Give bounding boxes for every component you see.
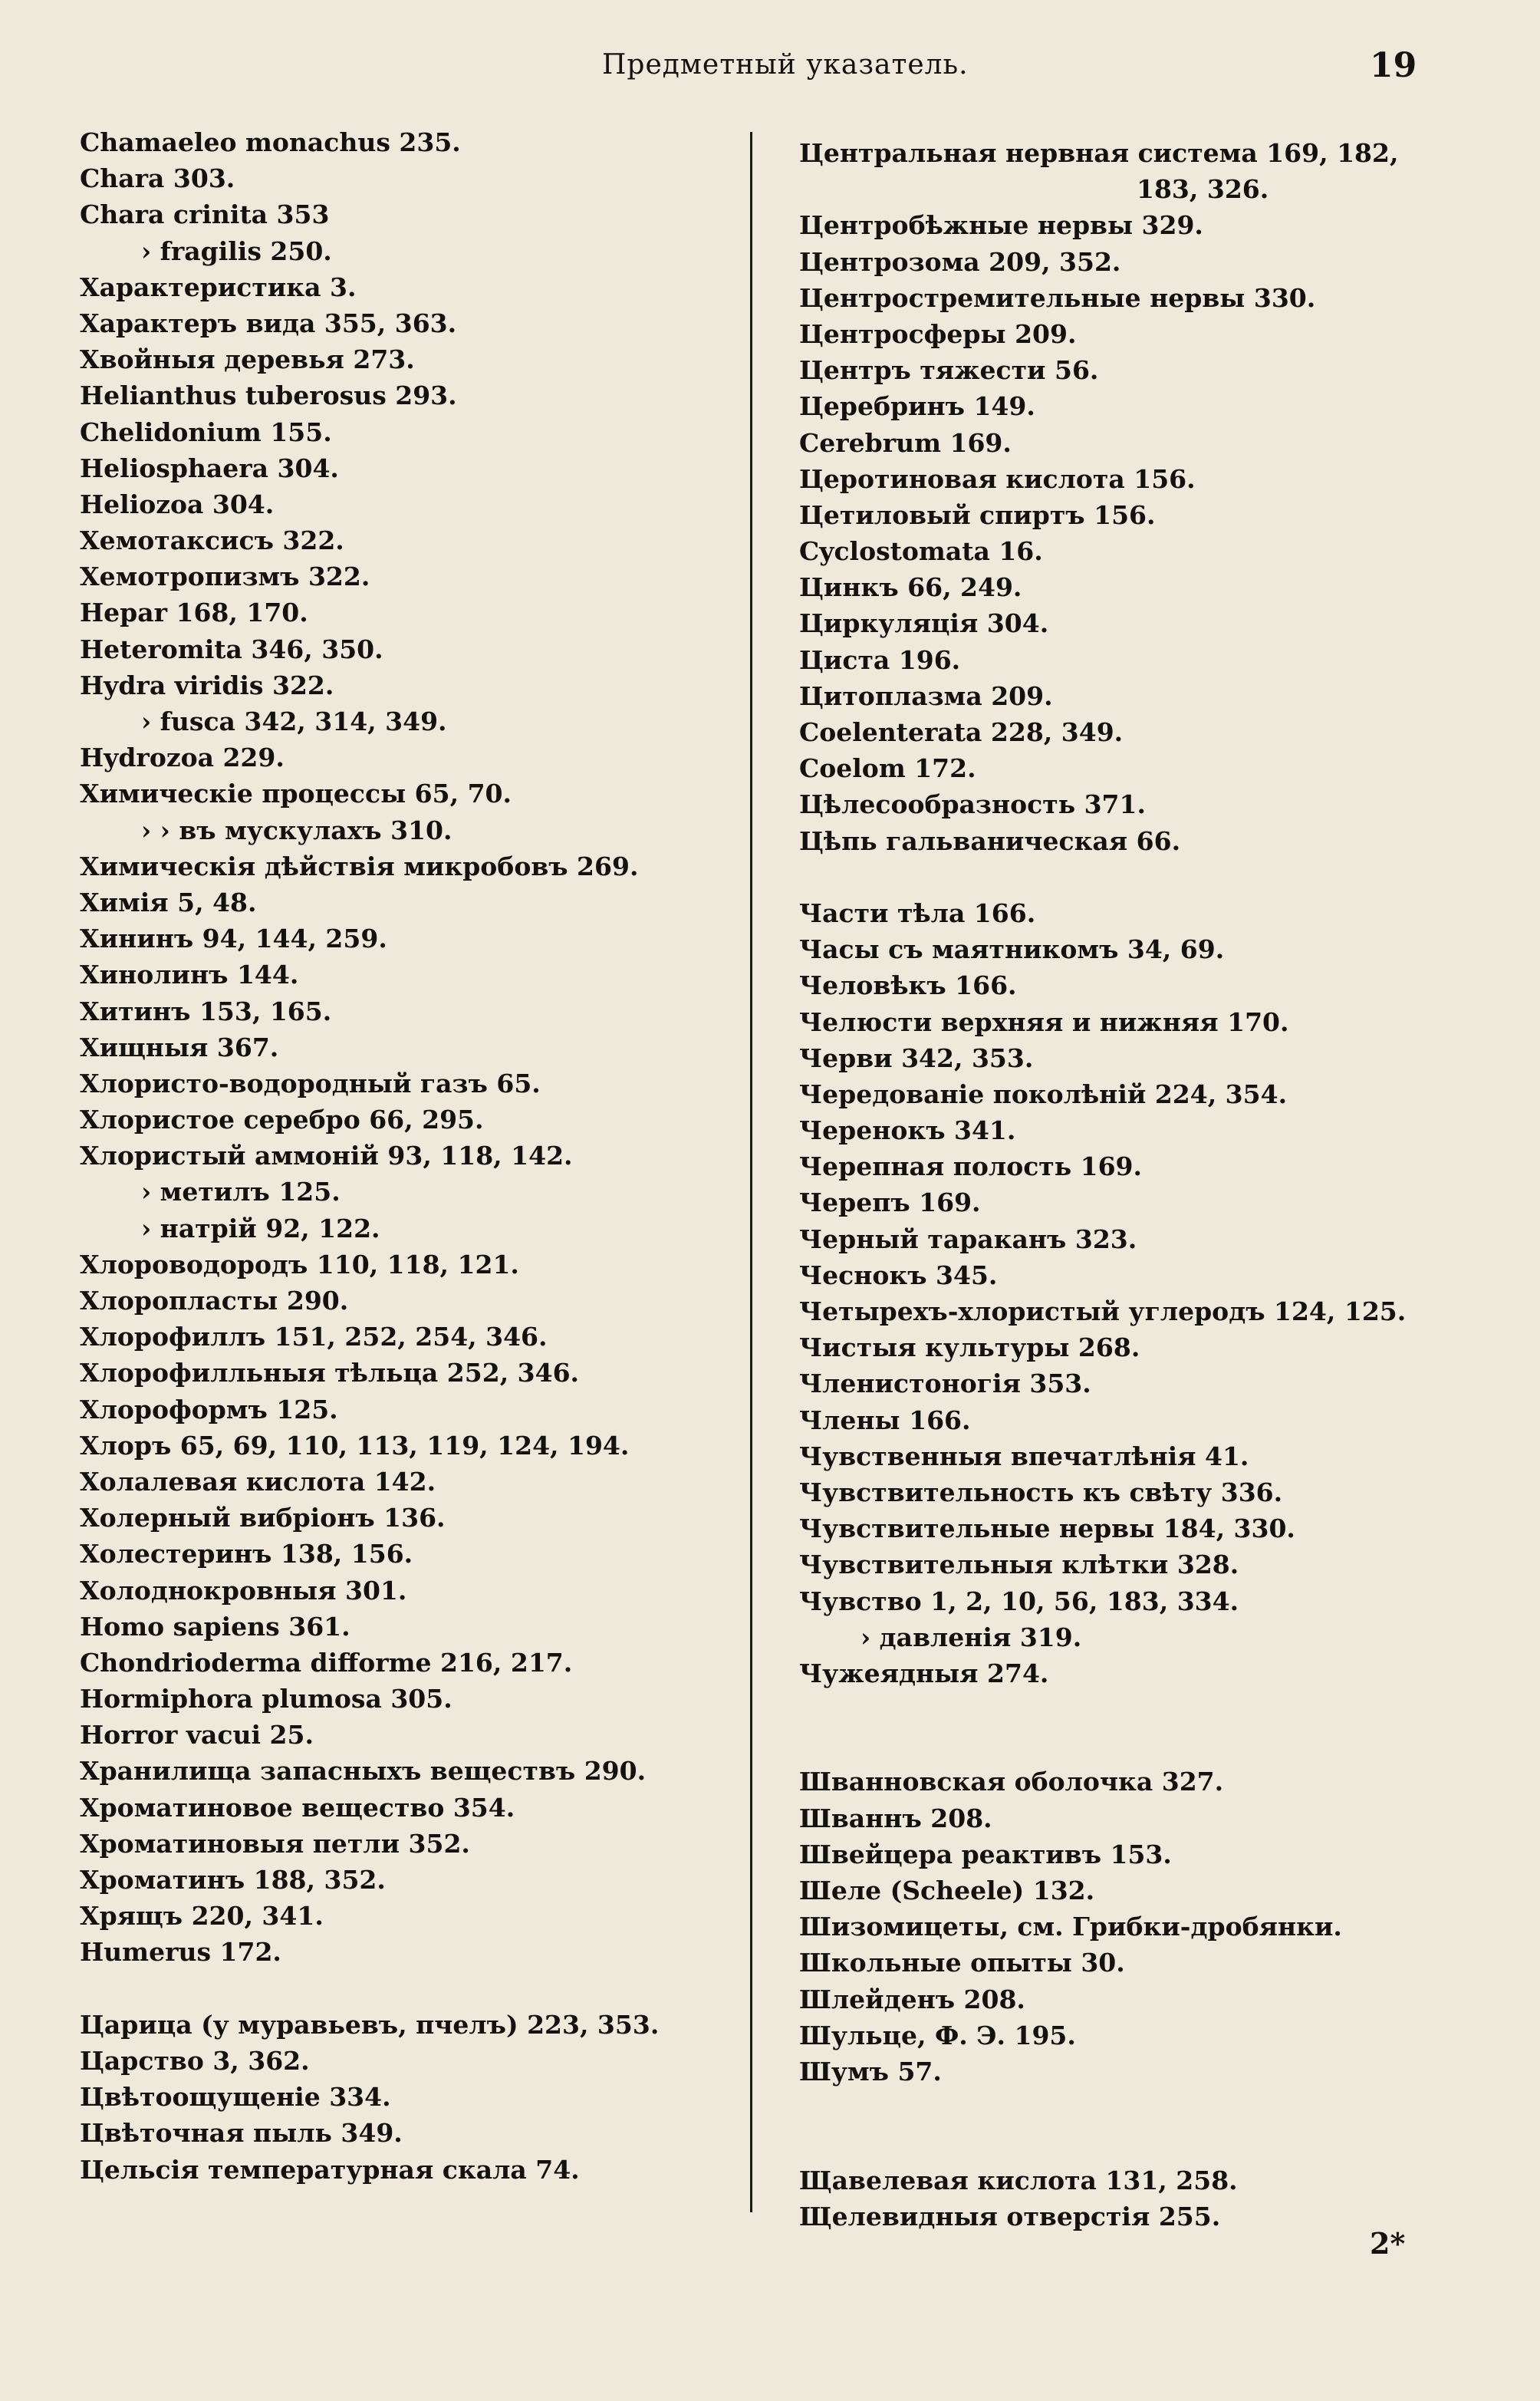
index-entry: Черный тараканъ 323. bbox=[799, 1224, 1137, 1254]
blank-line bbox=[799, 859, 1474, 895]
index-entry: Центрозома 209, 352. bbox=[799, 246, 1121, 277]
index-entry: Химія 5, 48. bbox=[80, 887, 257, 917]
index-entry: Чередованіе поколѣній 224, 354. bbox=[799, 1079, 1288, 1109]
index-entry: Хроматинъ 188, 352. bbox=[80, 1865, 386, 1895]
index-entry: Hydrozoa 229. bbox=[80, 743, 285, 773]
index-entry: Хлоръ 65, 69, 110, 113, 119, 124, 194. bbox=[80, 1430, 630, 1461]
index-entry: Чувственныя впечатлѣнія 41. bbox=[799, 1441, 1249, 1471]
index-entry: Хинолинъ 144. bbox=[80, 960, 299, 990]
index-entry: Членистоногія 353. bbox=[799, 1368, 1091, 1399]
blank-line bbox=[799, 2126, 1474, 2162]
index-entry: Характеръ вида 355, 363. bbox=[80, 308, 457, 338]
index-entry: Coelom 172. bbox=[799, 753, 976, 784]
index-entry: Хранилища запасныхъ веществъ 290. bbox=[80, 1756, 647, 1787]
index-entry: Цѣлесообразность 371. bbox=[799, 789, 1146, 820]
index-entry: Шумъ 57. bbox=[799, 2056, 942, 2086]
index-entry: Черенокъ 341. bbox=[799, 1115, 1016, 1146]
index-entry: Церебринъ 149. bbox=[799, 391, 1035, 422]
index-entry: Hormiphora plumosa 305. bbox=[80, 1684, 452, 1714]
index-entry: Чувствительные нервы 184, 330. bbox=[799, 1513, 1295, 1544]
index-column-right bbox=[799, 135, 1474, 2235]
index-entry: Холоднокровныя 301. bbox=[80, 1575, 407, 1606]
index-entry: Хемотаксисъ 322. bbox=[80, 525, 344, 556]
index-entry: Coelenterata 228, 349. bbox=[799, 717, 1124, 747]
index-entry: Шеле (Scheele) 132. bbox=[799, 1876, 1095, 1905]
index-entry: Шванновская оболочка 327. bbox=[799, 1767, 1224, 1797]
index-entry: Хитинъ 153, 165. bbox=[80, 996, 332, 1026]
index-entry: Центросферы 209. bbox=[799, 318, 1077, 349]
index-entry: Chondrioderma difforme 216, 217. bbox=[80, 1647, 573, 1678]
blank-line bbox=[80, 1971, 739, 2007]
index-entry: Чувствительность къ свѣту 336. bbox=[799, 1477, 1283, 1507]
index-entry: Horror vacui 25. bbox=[80, 1720, 314, 1751]
index-entry: Цѣпь гальваническая 66. bbox=[799, 825, 1181, 856]
index-entry: Центральная нервная система 169, 182, bbox=[799, 138, 1399, 168]
index-entry: › fragilis 250. bbox=[141, 235, 332, 266]
index-entry: Hepar 168, 170. bbox=[80, 598, 308, 628]
index-entry: Цетиловый спиртъ 156. bbox=[799, 499, 1156, 530]
index-entry: Центробѣжные нервы 329. bbox=[799, 210, 1203, 241]
index-entry: Хроматиновыя петли 352. bbox=[80, 1828, 470, 1859]
index-entry: Черепная полость 169. bbox=[799, 1151, 1142, 1182]
index-entry: Центръ тяжести 56. bbox=[799, 355, 1099, 386]
index-entry: › натрій 92, 122. bbox=[141, 1213, 380, 1243]
index-entry: Хищныя 367. bbox=[80, 1032, 279, 1062]
index-entry: Helianthus tuberosus 293. bbox=[80, 380, 457, 411]
index-entry: Чистыя культуры 268. bbox=[799, 1332, 1140, 1363]
column-divider bbox=[750, 132, 752, 2212]
index-entry: › метилъ 125. bbox=[141, 1177, 341, 1207]
index-entry: Щелевидныя отверстія 255. bbox=[799, 2201, 1221, 2231]
index-entry: Цвѣточная пыль 349. bbox=[80, 2118, 403, 2149]
index-entry: Химическіе процессы 65, 70. bbox=[80, 779, 512, 809]
index-entry: Цинкъ 66, 249. bbox=[799, 572, 1022, 603]
index-entry: Челюсти верхняя и нижняя 170. bbox=[799, 1006, 1289, 1037]
index-entry: Хлористо-водородный газъ 65. bbox=[80, 1068, 541, 1098]
index-entry: Цельсія температурная скала 74. bbox=[80, 2154, 580, 2185]
index-entry: Heliozoa 304. bbox=[80, 489, 275, 519]
index-entry: Холестеринъ 138, 156. bbox=[80, 1539, 413, 1569]
blank-line bbox=[799, 2090, 1474, 2126]
index-entry: Черепъ 169. bbox=[799, 1187, 981, 1218]
index-entry: › давленія 319. bbox=[860, 1622, 1082, 1652]
index-entry: Холалевая кислота 142. bbox=[80, 1466, 436, 1497]
index-entry: › › въ мускулахъ 310. bbox=[141, 815, 452, 845]
index-entry: Церотиновая кислота 156. bbox=[799, 463, 1196, 494]
index-entry: Chara crinita 353 bbox=[80, 199, 330, 230]
index-entry: Heliosphaera 304. bbox=[80, 453, 339, 483]
index-entry: Школьные опыты 30. bbox=[799, 1948, 1125, 1978]
index-entry: Члены 166. bbox=[799, 1405, 971, 1435]
index-entry: Хининъ 94, 144, 259. bbox=[80, 924, 387, 954]
index-entry: Chelidonium 155. bbox=[80, 417, 332, 447]
index-entry: Хлористый аммоній 93, 118, 142. bbox=[80, 1141, 573, 1171]
index-entry: Хлороформъ 125. bbox=[80, 1394, 338, 1424]
index-entry: Хемотропизмъ 322. bbox=[80, 562, 370, 592]
index-entry: Части тѣла 166. bbox=[799, 897, 1036, 928]
index-entry: Homo sapiens 361. bbox=[80, 1611, 350, 1642]
blank-line bbox=[799, 1691, 1474, 1727]
index-column-left bbox=[80, 124, 739, 2188]
running-title: Предметный указатель. bbox=[602, 49, 969, 81]
index-entry: Шизомицеты, см. Грибки-дробянки. bbox=[799, 1912, 1342, 1942]
index-entry: Центростремительные нервы 330. bbox=[799, 282, 1316, 313]
index-entry: Циста 196. bbox=[799, 644, 961, 675]
index-entry: Чувство 1, 2, 10, 56, 183, 334. bbox=[799, 1586, 1239, 1616]
index-entry: 183, 326. bbox=[1137, 174, 1269, 205]
index-entry: Heteromita 346, 350. bbox=[80, 634, 383, 664]
index-entry: Цитоплазма 209. bbox=[799, 680, 1053, 711]
index-entry: Hydra viridis 322. bbox=[80, 670, 334, 700]
index-entry: Царство 3, 362. bbox=[80, 2045, 310, 2076]
index-entry: Характеристика 3. bbox=[80, 272, 357, 302]
index-entry: Хлоропласты 290. bbox=[80, 1286, 349, 1316]
index-entry: Шлейденъ 208. bbox=[799, 1984, 1025, 2014]
index-entry: Хлорофиллъ 151, 252, 254, 346. bbox=[80, 1322, 548, 1352]
index-entry: Часы съ маятникомъ 34, 69. bbox=[799, 934, 1225, 965]
index-entry: Чувствительныя клѣтки 328. bbox=[799, 1550, 1239, 1580]
index-entry: Хвойныя деревья 273. bbox=[80, 344, 415, 375]
index-entry: Химическія дѣйствія микробовъ 269. bbox=[80, 851, 639, 881]
index-entry: Царица (у муравьевъ, пчелъ) 223, 353. bbox=[80, 2009, 660, 2040]
index-entry: Humerus 172. bbox=[80, 1937, 281, 1968]
page-header bbox=[0, 44, 1540, 91]
index-entry: Шульце, Ф. Э. 195. bbox=[799, 2020, 1076, 2050]
index-entry: Холерный вибріонъ 136. bbox=[80, 1503, 446, 1533]
index-entry: Циркуляція 304. bbox=[799, 608, 1049, 639]
index-entry: Хлористое серебро 66, 295. bbox=[80, 1105, 484, 1135]
index-entry: Цвѣтоощущеніе 334. bbox=[80, 2082, 391, 2113]
index-entry: Хроматиновое вещество 354. bbox=[80, 1792, 515, 1823]
index-entry: Chara 303. bbox=[80, 163, 235, 194]
index-entry: Chamaeleo monachus 235. bbox=[80, 127, 461, 157]
index-entry: Человѣкъ 166. bbox=[799, 970, 1017, 1001]
signature-mark: 2* bbox=[1370, 2226, 1406, 2261]
index-entry: Cyclostomata 16. bbox=[799, 536, 1043, 567]
index-entry: Шваннъ 208. bbox=[799, 1803, 992, 1833]
page-number: 19 bbox=[1370, 46, 1417, 85]
index-entry: Швейцера реактивъ 153. bbox=[799, 1839, 1172, 1869]
index-entry: Черви 342, 353. bbox=[799, 1042, 1034, 1073]
index-entry: Чужеядныя 274. bbox=[799, 1658, 1049, 1688]
index-entry: Cerebrum 169. bbox=[799, 427, 1012, 458]
index-entry: › fusca 342, 314, 349. bbox=[141, 706, 447, 736]
index-entry: Хлороводородъ 110, 118, 121. bbox=[80, 1249, 519, 1280]
index-entry: Хрящъ 220, 341. bbox=[80, 1901, 324, 1932]
index-entry: Хлорофилльныя тѣльца 252, 346. bbox=[80, 1358, 580, 1388]
index-entry: Четырехъ-хлористый углеродъ 124, 125. bbox=[799, 1296, 1407, 1326]
index-entry: Чеснокъ 345. bbox=[799, 1260, 998, 1290]
index-entry: Щавелевая кислота 131, 258. bbox=[799, 2165, 1238, 2195]
blank-line bbox=[799, 1727, 1474, 1764]
